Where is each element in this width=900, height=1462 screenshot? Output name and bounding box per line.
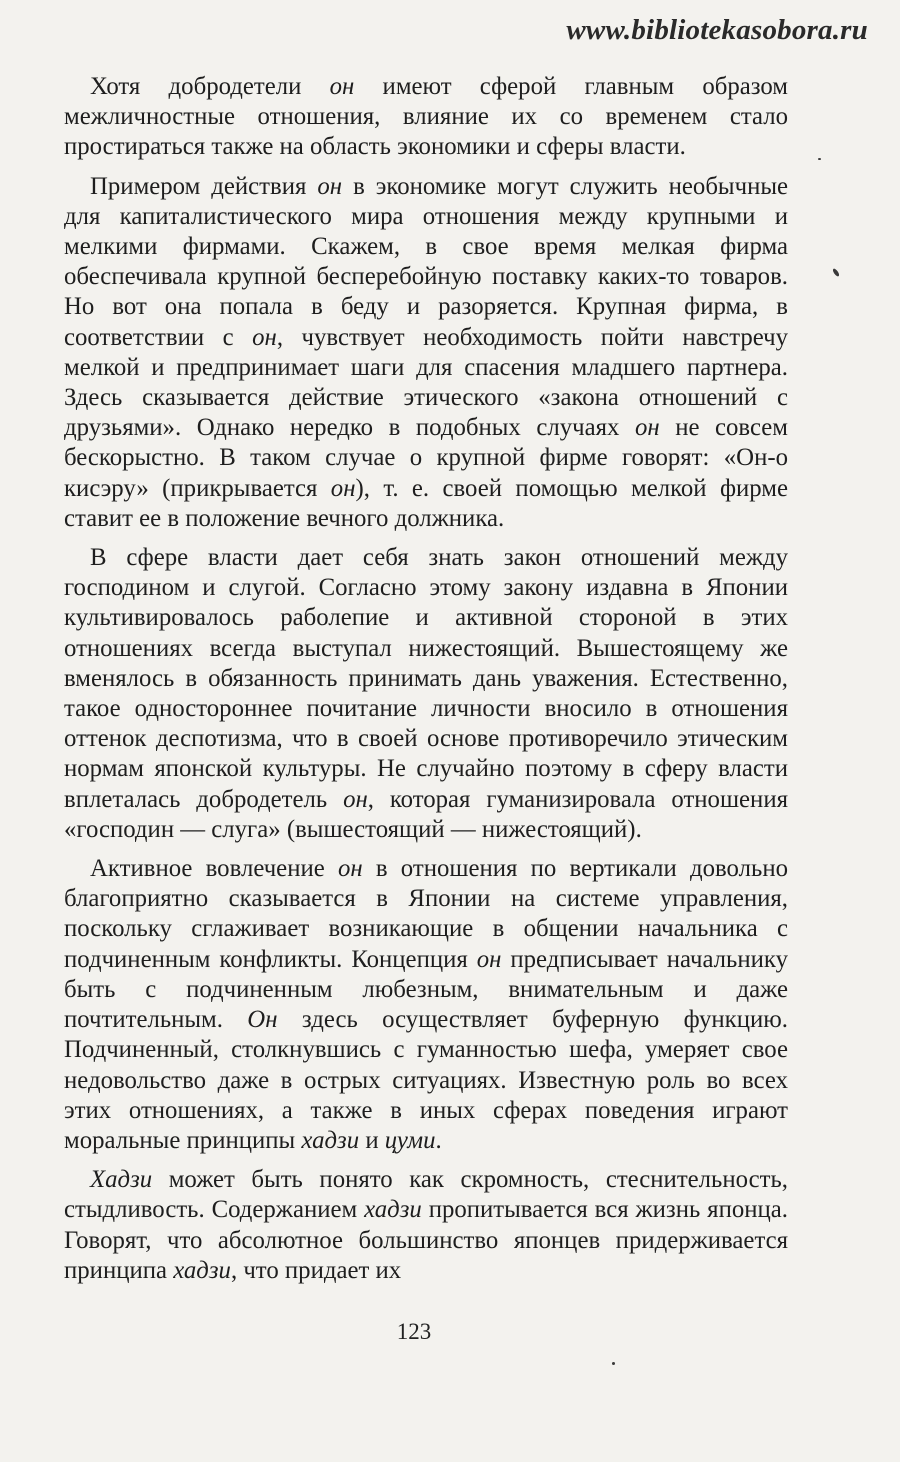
italic-term: он xyxy=(343,785,368,813)
text-run: , чувствует необходимость пойти навстречу мелкой и предпринимает шаги для спасения младшего партнера. Здесь сказывается действие этического «закона отношений с друзьями». Однако нередко в подобных случаях xyxy=(64,323,788,442)
paragraph-3 xyxy=(64,543,788,845)
paragraph-2 xyxy=(64,172,788,534)
text-run: в экономике могут служить необычные для капиталистического мира отношения между крупными и мелкими фирмами. Скажем, в свое время мелкая фирма обеспечивала крупной бесперебойную поставку каких-то товаров. Но вот она попала в беду и разоряется. Крупная фирма, в соответствии с xyxy=(64,172,789,351)
page-body-text xyxy=(64,72,788,1295)
italic-term: он xyxy=(329,73,355,100)
italic-term: хадзи xyxy=(301,1126,360,1154)
text-run: имеют сферой главным образом межличностные отношения, влияние их со временем стало простираться также на область экономики и сферы власти. xyxy=(64,73,789,161)
italic-term: он xyxy=(634,414,660,442)
italic-term: Он xyxy=(247,1006,278,1034)
site-watermark: www.bibliotekasobora.ru xyxy=(566,14,868,46)
page-number: 123 xyxy=(396,1319,432,1344)
scan-speck xyxy=(612,1362,615,1365)
text-run: . xyxy=(435,1126,442,1154)
text-run: Активное вовлечение xyxy=(90,855,338,883)
text-run: В сфере власти дает себя знать закон отношений между господином и слугой. Согласно этому закону издавна в Японии культивировалось раболепие и активной стороной в этих отношениях всегда выступал нижестоящий. Вышестоящему же вменялось в обязанность принимать дань уважения. Естественно, такое одностороннее почитание личности вносило в отношения оттенок деспотизма, что в своей основе противоречило этическим нормам японской культуры. Не случайно поэтому в сферу власти вплеталась добродетель xyxy=(64,544,788,813)
text-run: может быть понято как скромность, стеснительность, стыдливость. Содержанием xyxy=(64,1166,788,1224)
scan-speck xyxy=(832,268,840,278)
italic-term: он xyxy=(252,323,277,351)
paragraph-1 xyxy=(64,72,788,163)
italic-term: он xyxy=(317,172,343,200)
text-run: и xyxy=(359,1126,385,1154)
paragraph-5 xyxy=(64,1165,788,1286)
italic-term: хадзи xyxy=(364,1196,422,1224)
text-run: предписывает начальнику быть с подчиненным любезным, внимательным и даже почтительным. xyxy=(64,945,788,1034)
text-run: Хотя добродетели xyxy=(90,73,330,100)
text-run: , которая гуманизировала отношения «господин — слуга» (вышестоящий — нижестоящий). xyxy=(64,785,788,843)
text-run: ), т. е. своей помощью мелкой фирме ставит ее в положение вечного должника. xyxy=(64,474,789,532)
text-run: не совсем бескорыстно. В таком случае о крупной фирме говорят: «Он-о кисэру» (прикрывается xyxy=(64,414,788,502)
italic-term: он xyxy=(330,474,356,502)
italic-term: Хадзи xyxy=(90,1166,153,1194)
italic-term: хадзи xyxy=(173,1256,231,1284)
text-run: пропитывается вся жизнь японца. Говорят, что абсолютное большинство японцев придерживается принципа xyxy=(64,1196,788,1284)
italic-term: он xyxy=(337,855,363,883)
scan-speck xyxy=(818,158,821,160)
text-run: здесь осуществляет буферную функцию. Подчиненный, столкнувшись с гуманностью шефа, умеряет свое недовольство даже в острых ситуациях. Известную роль во всех этих отношениях, а также в иных сферах поведения играют моральные принципы xyxy=(64,1006,788,1154)
text-run: в отношения по вертикали довольно благоприятно сказывается в Японии на системе управления, поскольку сглаживает возникающие в общении начальника с подчиненным конфликты. Концепция xyxy=(64,855,788,973)
text-run: , что придает их xyxy=(230,1256,402,1284)
paragraph-4 xyxy=(64,854,788,1156)
italic-term: цуми xyxy=(384,1126,436,1154)
italic-term: он xyxy=(476,945,502,973)
text-run: Примером действия xyxy=(90,172,318,200)
